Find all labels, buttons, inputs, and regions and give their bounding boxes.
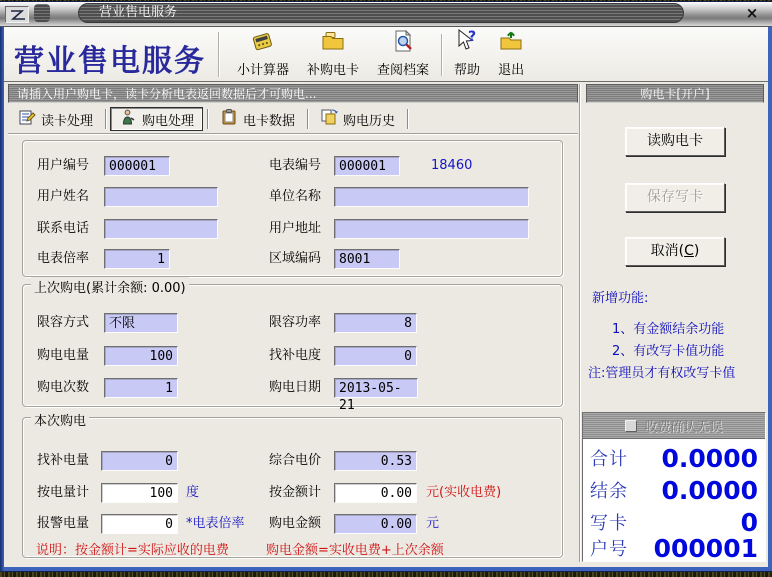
user-no-label: 用户编号 xyxy=(37,158,90,173)
date-field[interactable]: 2013-05-21 xyxy=(334,378,418,398)
meter-ratio-label: 电表倍率 xyxy=(37,251,90,266)
window-frame xyxy=(0,27,772,571)
summary-row: 写卡 0 xyxy=(590,507,758,537)
alarm-suffix: *电表倍率 xyxy=(186,516,245,531)
tab-card-data[interactable]: 电卡数据 xyxy=(212,107,303,131)
tab-separator xyxy=(207,109,208,129)
limit-mode-field[interactable]: 不限 xyxy=(104,313,178,333)
address-field[interactable] xyxy=(334,219,529,239)
amount-unit: 元 xyxy=(426,516,440,531)
tab-history[interactable]: 购电历史 xyxy=(312,107,403,131)
confirm-bar xyxy=(583,413,765,439)
meter-no-field[interactable]: 000001 xyxy=(334,156,400,176)
user-no-field[interactable]: 000001 xyxy=(104,156,170,176)
by-amount-label: 按金额计 xyxy=(269,485,322,500)
energy-label: 购电电量 xyxy=(37,348,90,363)
address-label: 用户地址 xyxy=(269,221,322,236)
titlebar-stripe xyxy=(34,4,50,22)
alarm-label: 报警电量 xyxy=(37,516,90,531)
last-purchase-group xyxy=(22,281,563,413)
clipboard-icon xyxy=(220,108,238,130)
note-left: 说明：按金额计=实际应收的电费 xyxy=(36,543,229,558)
last-purchase-legend: 上次购电(累计余额: 0.00) xyxy=(31,277,189,296)
user-info-group xyxy=(22,140,563,277)
folder-card-icon xyxy=(320,28,346,58)
energy-field[interactable]: 100 xyxy=(104,346,178,366)
adjust-qty-field[interactable]: 0 xyxy=(101,451,178,471)
help-button[interactable]: ? 帮助 xyxy=(454,28,481,78)
buy-card-button[interactable]: 补购电卡 xyxy=(298,30,368,80)
save-write-card-button[interactable]: 保存写卡 xyxy=(625,183,725,212)
header-band xyxy=(4,27,768,82)
svg-text:?: ? xyxy=(468,28,477,45)
adjust-degree-field[interactable]: 0 xyxy=(334,346,417,366)
limit-mode-label: 限容方式 xyxy=(37,315,90,330)
tab-separator xyxy=(307,109,308,129)
by-amount-unit: 元(实收电费) xyxy=(426,485,502,500)
close-icon[interactable]: × xyxy=(745,4,759,22)
archive-search-icon xyxy=(390,28,416,58)
times-field[interactable]: 1 xyxy=(104,378,178,398)
area-code-label: 区域编码 xyxy=(269,251,322,266)
current-purchase-group xyxy=(22,414,563,558)
cancel-button[interactable]: 取消(C) xyxy=(625,237,725,266)
notepad-icon xyxy=(18,108,36,130)
read-card-button[interactable]: 读购电卡 xyxy=(625,127,725,156)
tab-bar xyxy=(10,106,412,132)
meter-extra-value: 18460 xyxy=(431,158,473,173)
by-energy-field[interactable]: 100 xyxy=(101,483,178,503)
adjust-degree-label: 找补电度 xyxy=(269,348,322,363)
phone-field[interactable] xyxy=(104,219,218,239)
toolbar xyxy=(228,28,533,81)
tab-read-card[interactable]: 读卡处理 xyxy=(10,107,101,131)
adjust-qty-label: 找补电量 xyxy=(37,453,90,468)
price-field[interactable]: 0.53 xyxy=(334,451,417,471)
side-notes xyxy=(588,287,766,387)
app-title: 营业售电服务 xyxy=(14,44,206,79)
amount-label: 购电金额 xyxy=(269,516,322,531)
client-area xyxy=(4,27,768,567)
exit-button[interactable]: 退出 xyxy=(489,30,533,80)
tabbar-divider xyxy=(8,133,578,135)
side-note-line: 新增功能: xyxy=(592,291,649,306)
status-message: 请插入用户购电卡，读卡分析电表返回数据后才可购电... xyxy=(8,84,578,103)
app-logo-icon xyxy=(5,6,29,23)
area-code-field[interactable]: 8001 xyxy=(334,249,400,269)
tab-separator xyxy=(407,109,408,129)
tab-purchase[interactable]: 购电处理 xyxy=(110,107,203,131)
price-label: 综合电价 xyxy=(269,453,322,468)
summary-row: 合计 0.0000 xyxy=(590,443,758,473)
meter-no-label: 电表编号 xyxy=(269,158,322,173)
phone-label: 联系电话 xyxy=(37,221,90,236)
limit-power-field[interactable]: 8 xyxy=(334,313,417,333)
by-energy-unit: 度 xyxy=(186,485,200,500)
times-label: 购电次数 xyxy=(37,380,90,395)
confirm-checkbox[interactable] xyxy=(625,420,637,432)
app-window xyxy=(0,2,772,571)
right-panel-title: 购电卡[开户] xyxy=(586,84,764,103)
note-right: 购电金额=实收电费+上次余额 xyxy=(266,543,444,558)
org-name-field[interactable] xyxy=(334,187,529,207)
user-name-field[interactable] xyxy=(104,187,218,207)
column-divider xyxy=(579,84,581,562)
side-note-line: 1、有金额结余功能 xyxy=(612,322,725,337)
person-icon xyxy=(119,108,137,130)
summary-box xyxy=(582,412,766,562)
limit-power-label: 限容功率 xyxy=(269,315,322,330)
current-purchase-legend: 本次购电 xyxy=(31,410,89,429)
amount-field[interactable]: 0.00 xyxy=(334,514,417,534)
side-note-line: 注:管理员才有权改写卡值 xyxy=(588,366,736,381)
help-icon xyxy=(454,28,480,58)
by-energy-label: 按电量计 xyxy=(37,485,90,500)
alarm-field[interactable]: 0 xyxy=(101,514,178,534)
header-separator xyxy=(218,32,219,77)
toolbar-separator xyxy=(441,34,442,76)
meter-ratio-field[interactable]: 1 xyxy=(104,249,170,269)
confirm-label: 收费确认无误 xyxy=(644,420,723,435)
side-note-line: 2、有改写卡值功能 xyxy=(612,344,725,359)
summary-row: 结余 0.0000 xyxy=(590,475,758,505)
tab-separator xyxy=(105,109,106,129)
view-archive-button[interactable]: 查阅档案 xyxy=(368,30,438,80)
org-name-label: 单位名称 xyxy=(269,189,322,204)
summary-row: 户号 000001 xyxy=(590,533,758,563)
date-label: 购电日期 xyxy=(269,380,322,395)
history-icon xyxy=(320,108,338,130)
titlebar xyxy=(0,2,772,27)
calculator-button[interactable]: 小计算器 xyxy=(228,30,298,80)
user-name-label: 用户姓名 xyxy=(37,189,90,204)
exit-icon xyxy=(498,28,524,58)
by-amount-field[interactable]: 0.00 xyxy=(334,483,417,503)
calculator-icon xyxy=(250,28,276,58)
window-title: 营业售电服务 xyxy=(78,3,684,23)
